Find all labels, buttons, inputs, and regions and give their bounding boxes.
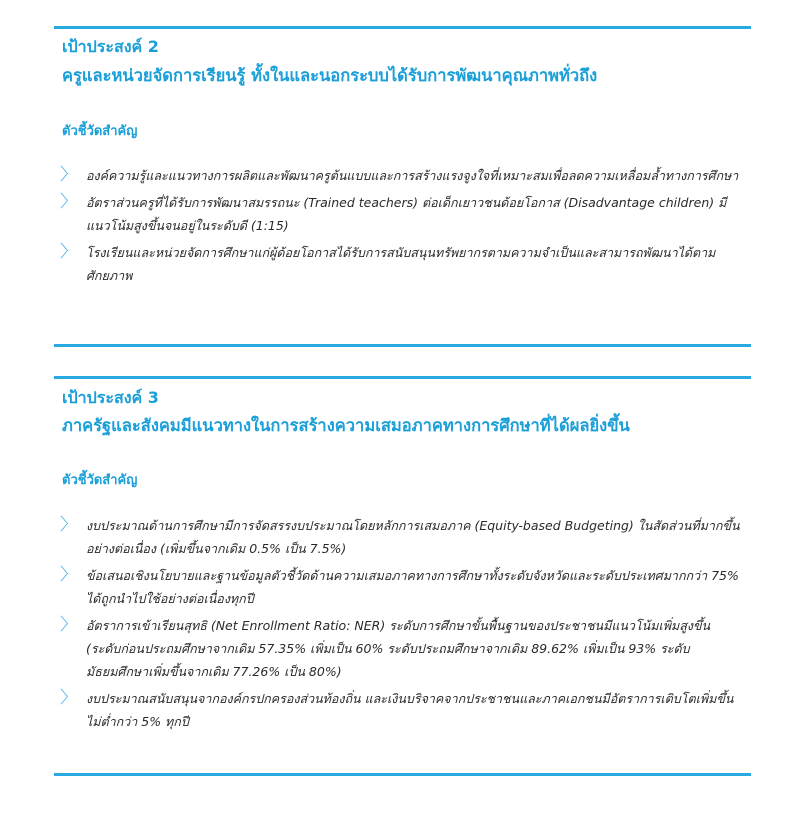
indicator-text: อัตราส่วนครูที่ได้รับการพัฒนาสมรรถนะ (Trained teachers) ต่อเด็กเยาวชนด้อยโอกาส (Disadvantage children) มีแนวโน้มสูงขึ้นจนอยู่ในระดับดี (1:15) <box>86 195 727 233</box>
goal-3-top-divider <box>54 376 751 379</box>
goal-2-indicators-heading: ตัวชี้วัดสำคัญ <box>62 124 138 139</box>
goal-3-section <box>54 374 751 784</box>
goal-3-title: ภาครัฐและสังคมมีแนวทางในการสร้างความเสมอภาคทางการศึกษาที่ได้ผลยิ่งขึ้น <box>62 416 630 435</box>
indicator-text: อัตราการเข้าเรียนสุทธิ (Net Enrollment Ratio: NER) ระดับการศึกษาขั้นพื้นฐานของประชาชนมีแนวโน้มเพิ่มสูงขึ้น (ระดับก่อนประถมศึกษาจากเดิม 57.35% เพิ่มเป็น 60% ระดับประถมศึกษาจากเดิม 89.62% เพิ่มเป็น 93% ระดับมัธยมศึกษาเพิ่มขึ้นจากเดิม 77.26% เป็น 80%) <box>86 618 711 679</box>
goal-2-label: เป้าประสงค์ 2 <box>62 37 159 56</box>
chevron-right-icon: 〉 <box>60 565 77 585</box>
chevron-right-icon: 〉 <box>60 242 77 262</box>
goal-2-bottom-divider <box>54 344 751 347</box>
goal-2-title: ครูและหน่วยจัดการเรียนรู้ ทั้งในและนอกระบบได้รับการพัฒนาคุณภาพทั่วถึง <box>62 66 598 85</box>
indicator-text: งบประมาณสนับสนุนจากองค์กรปกครองส่วนท้องถิ่น และเงินบริจาคจากประชาชนและภาคเอกชนมีอัตราการเติบโตเพิ่มขึ้นไม่ต่ำกว่า 5% ทุกปี <box>86 691 734 729</box>
list-item <box>54 687 751 733</box>
goal-2-indicator-list <box>54 164 751 291</box>
indicator-text: องค์ความรู้และแนวทางการผลิตและพัฒนาครูต้นแบบและการสร้างแรงจูงใจที่เหมาะสมเพื่อลดความเหลื่อมล้ำทางการศึกษา <box>86 168 739 183</box>
goal-3-bottom-divider <box>54 773 751 776</box>
chevron-right-icon: 〉 <box>60 615 77 635</box>
indicator-text: โรงเรียนและหน่วยจัดการศึกษาแก่ผู้ด้อยโอกาสได้รับการสนับสนุนทรัพยากรตามความจำเป็นและสามารถพัฒนาได้ตามศักยภาพ <box>86 245 716 283</box>
goal-3-label: เป้าประสงค์ 3 <box>62 388 159 407</box>
chevron-right-icon: 〉 <box>60 688 77 708</box>
list-item <box>54 164 751 187</box>
goal-2-top-divider <box>54 26 751 29</box>
goal-2-section <box>54 0 751 350</box>
chevron-right-icon: 〉 <box>60 515 77 535</box>
goal-3-indicators-heading: ตัวชี้วัดสำคัญ <box>62 473 138 488</box>
chevron-right-icon: 〉 <box>60 192 77 212</box>
indicator-text: ข้อเสนอเชิงนโยบายและฐานข้อมูลตัวชี้วัดด้านความเสมอภาคทางการศึกษาทั้งระดับจังหวัดและระดับประเทศมากกว่า 75% ได้ถูกนำไปใช้อย่างต่อเนื่องทุกปี <box>86 568 739 606</box>
list-item <box>54 614 751 683</box>
goal-3-indicator-list <box>54 514 751 737</box>
list-item <box>54 514 751 560</box>
list-item <box>54 564 751 610</box>
list-item <box>54 241 751 287</box>
chevron-right-icon: 〉 <box>60 165 77 185</box>
list-item <box>54 191 751 237</box>
indicator-text: งบประมาณด้านการศึกษามีการจัดสรรงบประมาณโดยหลักการเสมอภาค (Equity-based Budgeting) ในสัดส่วนที่มากขึ้นอย่างต่อเนื่อง (เพิ่มขึ้นจากเดิม 0.5% เป็น 7.5%) <box>86 518 740 556</box>
